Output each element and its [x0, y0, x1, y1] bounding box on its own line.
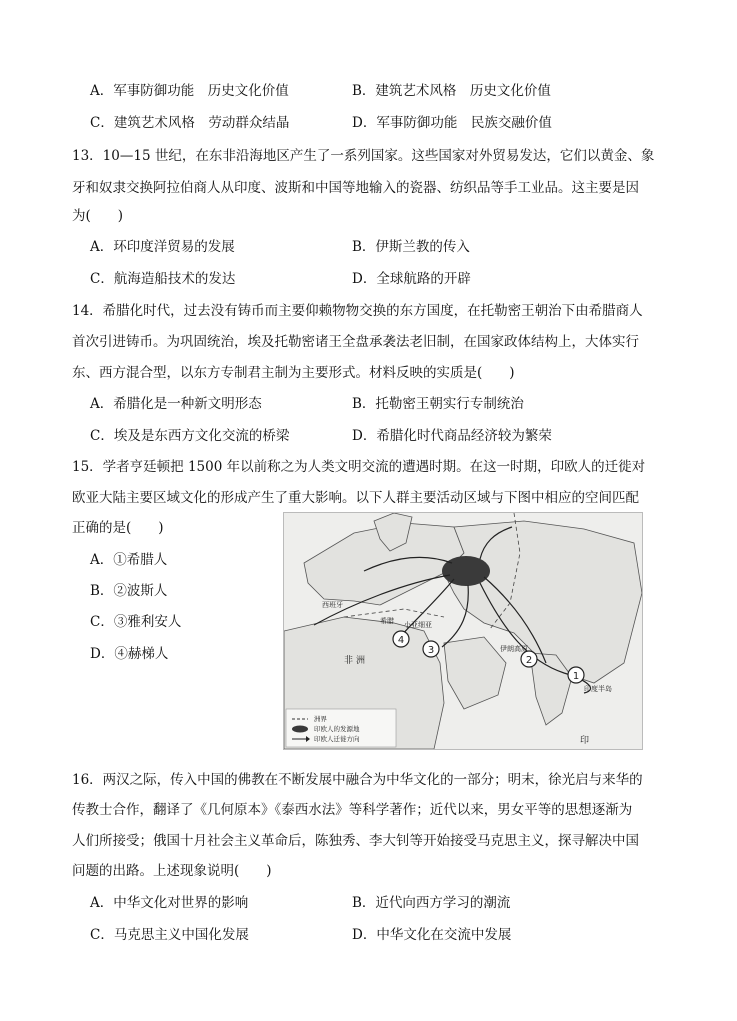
map-label-india-peninsula: 印度半岛 — [584, 685, 612, 693]
q16-option-c: C．马克思主义中国化发展 — [90, 927, 249, 943]
map-label-iran-plateau: 伊朗高原 — [500, 645, 528, 653]
q12-option-d: D．军事防御功能 民族交融价值 — [352, 115, 552, 131]
map-legend-origin: 印欧人的发源地 — [314, 725, 360, 733]
q14-option-a: A．希腊化是一种新文明形态 — [90, 396, 262, 412]
q13-option-d: D．全球航路的开辟 — [352, 271, 471, 287]
q14-stem-line: 东、西方混合型，以东方专制君主制为主要形式。材料反映的实质是( ) — [72, 365, 515, 381]
q14-option-d: D．希腊化时代商品经济较为繁荣 — [352, 428, 552, 444]
map-marker-2: 2 — [525, 655, 533, 666]
q13-stem-line: 牙和奴隶交换阿拉伯商人从印度、波斯和中国等地输入的瓷器、纺织品等手工业品。这主要是因 — [72, 180, 639, 196]
q16-option-a: A．中华文化对世界的影响 — [90, 895, 249, 911]
q13-option-c: C．航海造船技术的发达 — [90, 271, 236, 287]
map-legend-migration: 印欧人迁徙方向 — [314, 735, 360, 743]
map-label-india-ocean: 印 — [580, 736, 590, 746]
indo-european-migration-map — [283, 512, 643, 750]
q15-option-c: C．③雅利安人 — [90, 614, 182, 630]
q16-option-d: D．中华文化在交流中发展 — [352, 927, 512, 943]
q12-option-b: B．建筑艺术风格 历史文化价值 — [352, 83, 551, 99]
map-label-greece: 希腊 — [380, 617, 394, 625]
q12-option-c: C．建筑艺术风格 劳动群众结晶 — [90, 115, 290, 131]
q14-stem-line: 14．希腊化时代，过去没有铸币而主要仰赖物物交换的东方国度，在托勒密王朝治下由希腊商人 — [72, 303, 643, 319]
q16-stem-line: 传教士合作，翻译了《几何原本》《泰西水法》等科学著作；近代以来，男女平等的思想逐渐为 — [72, 802, 633, 818]
q16-stem-line: 人们所接受；俄国十月社会主义革命后，陈独秀、李大钊等开始接受马克思主义，探寻解决中国 — [72, 833, 639, 849]
q13-option-a: A．环印度洋贸易的发展 — [90, 239, 235, 255]
map-marker-3: 3 — [427, 645, 435, 656]
map-label-africa-1: 非 — [344, 656, 354, 666]
q12-option-a: A．军事防御功能 历史文化价值 — [90, 83, 289, 99]
q15-option-b: B．②波斯人 — [90, 583, 168, 599]
q15-stem-line: 欧亚大陆主要区域文化的形成产生了重大影响。以下人群主要活动区域与下图中相应的空间匹配 — [72, 490, 639, 506]
map-marker-4: 4 — [397, 635, 405, 646]
q15-stem-line: 正确的是( ) — [72, 520, 164, 536]
map-label-spain: 西班牙 — [322, 601, 343, 609]
q15-option-d: D．④赫梯人 — [90, 646, 169, 662]
q13-stem-line: 13．10—15 世纪，在东非沿海地区产生了一系列国家。这些国家对外贸易发达，它们以黄金、象 — [72, 148, 655, 164]
q16-stem-line: 16．两汉之际，传入中国的佛教在不断发展中融合为中华文化的一部分；明末，徐光启与来华的 — [72, 772, 643, 788]
q16-option-b: B．近代向西方学习的潮流 — [352, 895, 511, 911]
q16-stem-line: 问题的出路。上述现象说明( ) — [72, 863, 272, 879]
map-label-africa-2: 洲 — [356, 656, 366, 666]
q14-option-b: B．托勒密王朝实行专制统治 — [352, 396, 524, 412]
map-marker-1: 1 — [572, 671, 580, 682]
q13-option-b: B．伊斯兰教的传入 — [352, 239, 470, 255]
q13-stem-line: 为( ) — [72, 208, 124, 224]
map-legend-boundary: 洲界 — [314, 715, 327, 723]
map-label-asia-minor: 小亚细亚 — [404, 621, 432, 629]
q14-stem-line: 首次引进铸币。为巩固统治，埃及托勒密诸王全盘承袭法老旧制，在国家政体结构上，大体实行 — [72, 334, 639, 350]
q14-option-c: C．埃及是东西方文化交流的桥梁 — [90, 428, 290, 444]
q15-option-a: A．①希腊人 — [90, 552, 168, 568]
q15-stem-line: 15．学者亨廷顿把 1500 年以前称之为人类文明交流的遭遇时期。在这一时期，印欧人的迁徙对 — [72, 459, 646, 475]
